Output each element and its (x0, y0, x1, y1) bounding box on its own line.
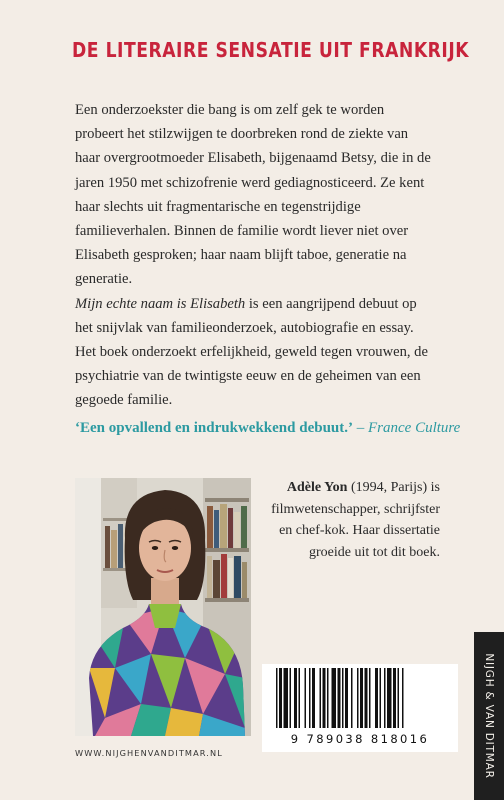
blurb-paragraph-2-text: is een aangrijpend debuut op het snijvlak van familieonderzoek, autobiografie en essay. Het boek onderzoekt erfelijkheid, geweld tegen vrouwen, de psychiatrie van de twintigste eeuw en de geheimen van een gegoede familie. (75, 295, 428, 409)
author-portrait-image (75, 478, 251, 736)
author-name: Adèle Yon (286, 480, 348, 495)
quote-source: France Culture (368, 420, 461, 436)
headline: DE LITERAIRE SENSATIE UIT FRANKRIJK (72, 38, 470, 62)
author-bio-text: (1994, Parijs) is filmwetenschapper, schrijfster en chef-kok. Haar dissertatie groeide uit tot dit boek. (271, 480, 440, 560)
author-photo (75, 478, 251, 736)
publisher-name: NIJGH & VAN DITMAR (483, 653, 495, 779)
barcode (262, 664, 458, 752)
publisher-website: WWW.NIJGHENVANDITMAR.NL (75, 748, 223, 758)
quote-dash: – (353, 420, 368, 436)
blurb-paragraph-1: Een onderzoekster die bang is om zelf gek te worden probeert het stilzwijgen te doorbreken rond de ziekte van haar overgrootmoeder Elisabeth, bijgenaamd Betsy, die in de jaren 1950 met schizofrenie werd gediagnosticeerd. Ze kent haar slechts uit fragmentarische en tegenstrijdige familieverhalen. Binnen de familie wordt liever niet over Elisabeth gesproken; haar naam blijft taboe, generatie na generatie. (75, 102, 431, 288)
blurb (75, 98, 435, 413)
blurb-paragraph-2 (75, 292, 435, 413)
review-quote (75, 420, 461, 437)
book-title: Mijn echte naam is Elisabeth (75, 295, 246, 312)
author-bio (268, 477, 440, 563)
isbn-number: 9 789038 818016 (290, 732, 430, 746)
quote-text: ‘Een opvallend en indrukwekkend debuut.’ (75, 420, 353, 436)
barcode-bars (274, 668, 446, 730)
